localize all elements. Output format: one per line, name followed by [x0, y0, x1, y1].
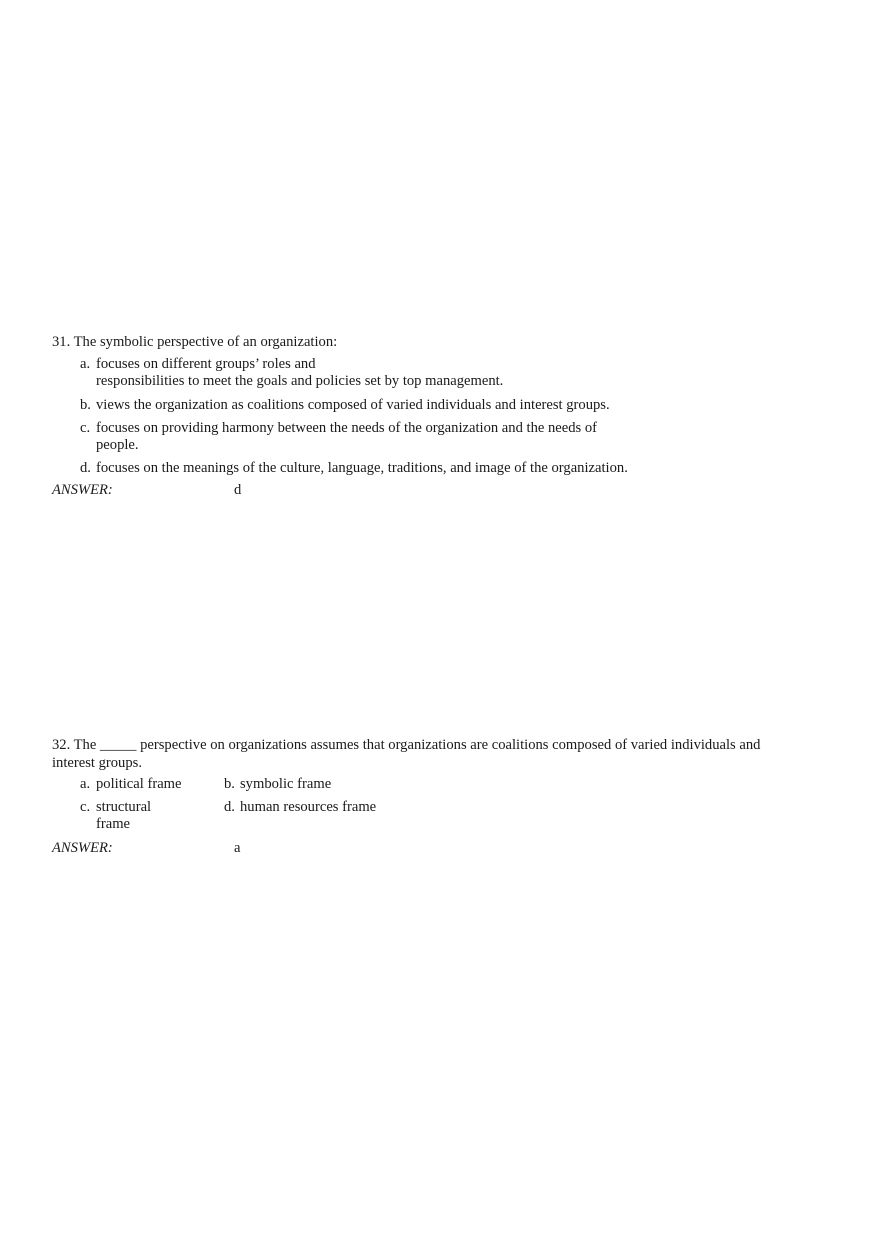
option-text: focuses on different groups’ roles and [96, 356, 316, 372]
question-text: The symbolic perspective of an organization: [73, 334, 338, 350]
option-text: political frame [96, 776, 182, 792]
option-letter: b. [80, 397, 91, 413]
option-b [80, 397, 610, 414]
option-text: human resources frame [240, 799, 377, 815]
option-text: focuses on the meanings of the culture, language, traditions, and image of the organization. [96, 460, 628, 476]
option-text: structural [96, 799, 152, 815]
option-c [80, 420, 597, 437]
answer-label: ANSWER: [52, 482, 113, 498]
question-text: The _____ perspective on organizations assumes that organizations are coalitions composed of varied individuals and [73, 737, 761, 753]
option-text: symbolic frame [240, 776, 332, 792]
answer-value: d [234, 482, 242, 498]
question-number: 31. [52, 334, 71, 350]
question-stem-continued: interest groups. [52, 755, 142, 771]
option-a-continued: responsibilities to meet the goals and policies set by top management. [96, 373, 504, 389]
option-c-continued: people. [96, 437, 139, 453]
option-letter: a. [80, 776, 91, 792]
question-stem [52, 334, 337, 351]
question-number: 32. [52, 737, 71, 753]
option-c [80, 799, 151, 816]
option-a [80, 356, 316, 373]
option-letter: c. [80, 420, 91, 436]
option-text: focuses on providing harmony between the needs of the organization and the needs of [96, 420, 598, 436]
option-letter: a. [80, 356, 91, 372]
option-text: views the organization as coalitions composed of varied individuals and interest groups. [96, 397, 610, 413]
option-c-continued: frame [96, 816, 131, 832]
option-a [80, 776, 182, 793]
question-stem [52, 737, 760, 754]
option-letter: c. [80, 799, 91, 815]
option-d [224, 799, 376, 816]
answer-label: ANSWER: [52, 840, 113, 856]
option-d [80, 460, 628, 477]
option-b [224, 776, 331, 793]
option-letter: b. [224, 776, 235, 792]
answer-value: a [234, 840, 241, 856]
option-letter: d. [80, 460, 91, 476]
option-letter: d. [224, 799, 235, 815]
